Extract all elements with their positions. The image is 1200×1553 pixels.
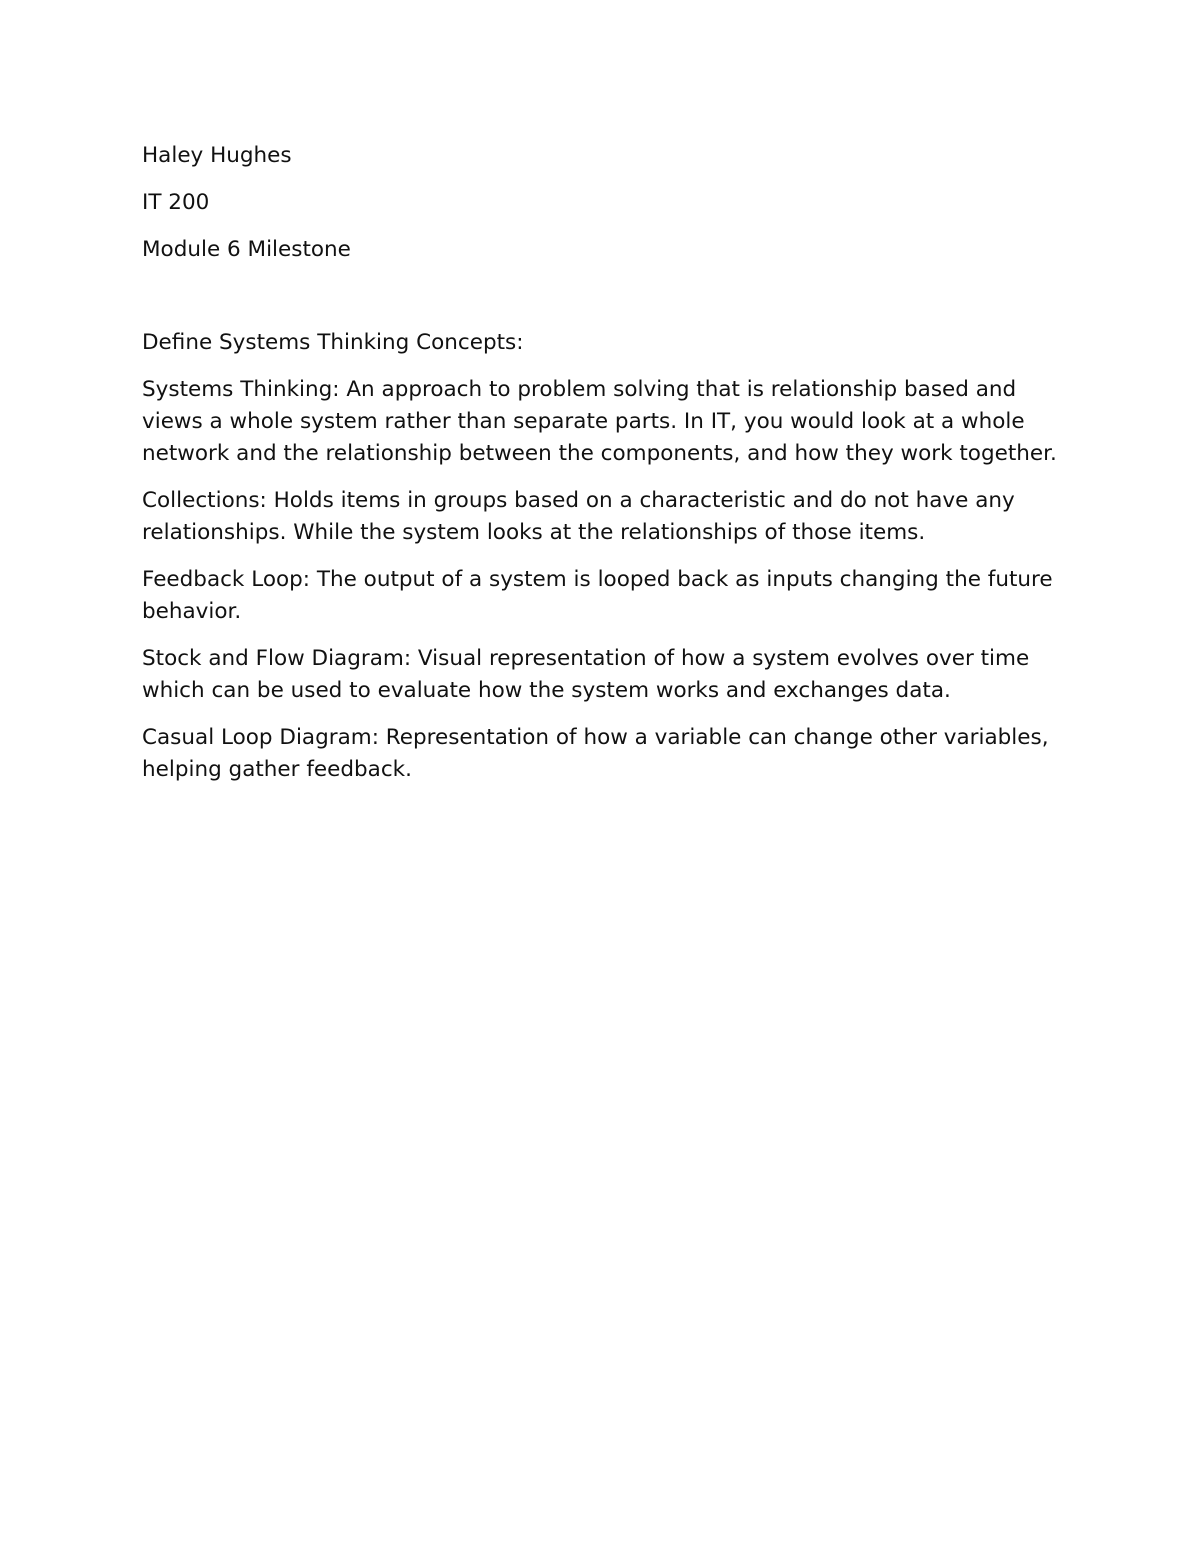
paragraph-stock-and-flow: Stock and Flow Diagram: Visual representation of how a system evolves over time which can be used to evaluate how the system works and exchanges data. [142, 646, 1030, 703]
section-heading: Define Systems Thinking Concepts: [142, 330, 524, 355]
author-name: Haley Hughes [142, 143, 292, 168]
paragraph-collections: Collections: Holds items in groups based on a characteristic and do not have any relationships. While the system looks at the relationships of those items. [142, 488, 1015, 545]
paragraph-casual-loop: Casual Loop Diagram: Representation of how a variable can change other variables, helping gather feedback. [142, 725, 1049, 782]
blank-line [142, 281, 1057, 327]
paragraph-systems-thinking: Systems Thinking: An approach to problem solving that is relationship based and views a whole system rather than separate parts. In IT, you would look at a whole network and the relationship between the components, and how they work together. [142, 377, 1057, 466]
assignment-title: Module 6 Milestone [142, 237, 351, 262]
paragraph-feedback-loop: Feedback Loop: The output of a system is looped back as inputs changing the future behavior. [142, 567, 1053, 624]
document-body [142, 140, 1057, 801]
course-code: IT 200 [142, 190, 210, 215]
